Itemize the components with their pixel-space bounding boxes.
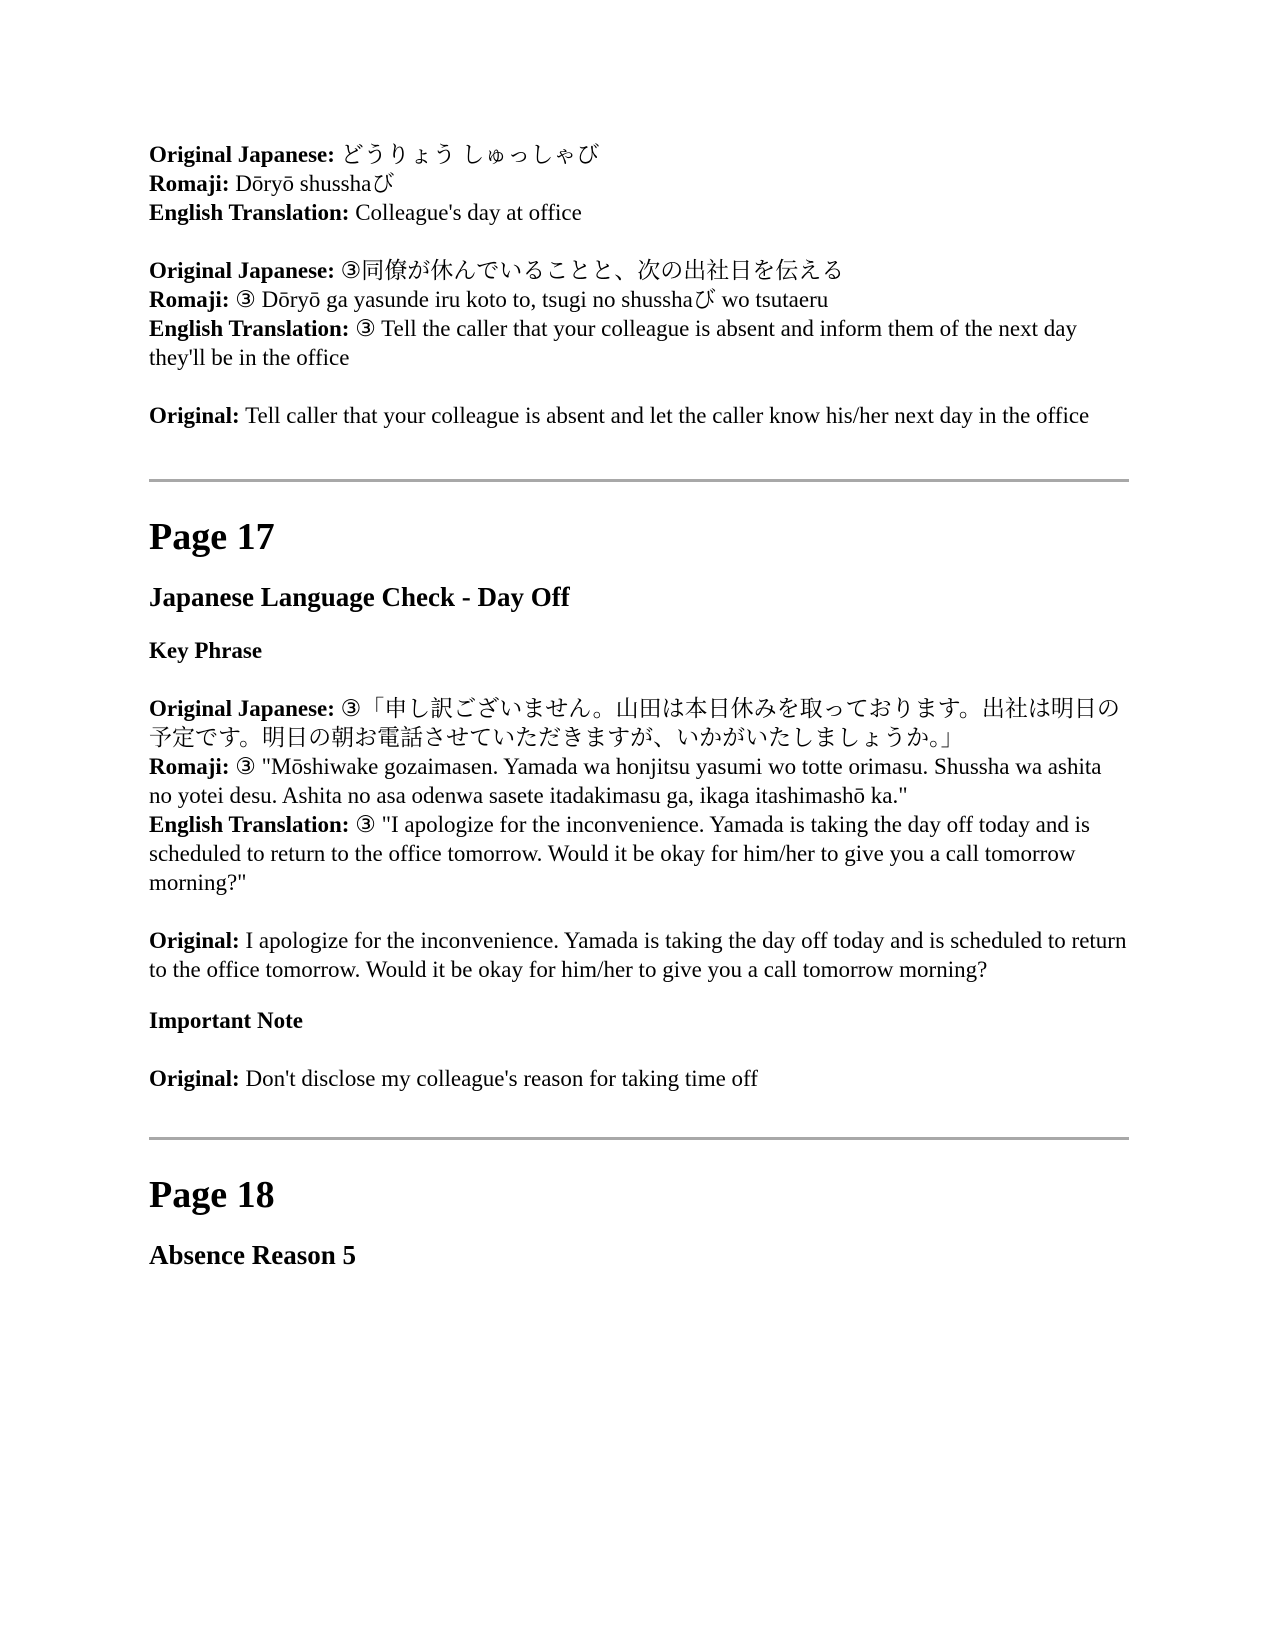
page-17-title: Japanese Language Check - Day Off	[149, 582, 570, 612]
document-page	[149, 140, 1129, 1272]
original-text: Tell caller that your colleague is absent and let the caller know his/her next day in the office	[245, 403, 1090, 428]
romaji-line	[149, 169, 1129, 198]
romaji-line	[149, 752, 1129, 810]
romaji-text: ③ "Mōshiwake gozaimasen. Yamada wa honjitsu yasumi wo totte orimasu. Shussha wa ashita no yotei desu. Ashita no asa odenwa sasete itadakimasu ga, ikaga itashimashō ka."	[149, 754, 1102, 808]
english-translation-text: ③ Tell the caller that your colleague is absent and inform them of the next day they'll be in the office	[149, 316, 1077, 370]
original-japanese-line	[149, 140, 1129, 169]
original-japanese-text: ③同僚が休んでいることと、次の出社日を伝える	[340, 258, 845, 283]
english-translation-text: ③ "I apologize for the inconvenience. Yamada is taking the day off today and is scheduled to return to the office tomorrow. Would it be okay for him/her to give you a call tomorrow morning?"	[149, 812, 1090, 895]
original-japanese-text: ③「申し訳ございません。山田は本日休みを取っております。出社は明日の予定です。明日の朝お電話させていただきますが、いかがいたしましょうか。」	[149, 696, 1120, 750]
entry-doryo-shusshabi	[149, 140, 1129, 227]
page-18-title: Absence Reason 5	[149, 1240, 356, 1270]
romaji-label: Romaji:	[149, 171, 230, 196]
original-line	[149, 1064, 1129, 1093]
original-japanese-line	[149, 694, 1129, 752]
english-translation-line	[149, 198, 1129, 227]
romaji-label: Romaji:	[149, 287, 230, 312]
entry-important-note	[149, 1064, 1129, 1093]
original-line	[149, 401, 1129, 430]
romaji-line	[149, 285, 1129, 314]
original-label: Original:	[149, 928, 240, 953]
entry-key-phrase-original	[149, 926, 1129, 984]
romaji-text: Dōryō shusshaび	[235, 171, 395, 196]
english-translation-line	[149, 810, 1129, 897]
original-japanese-label: Original Japanese:	[149, 696, 335, 721]
original-japanese-label: Original Japanese:	[149, 142, 335, 167]
original-japanese-text: どうりょう しゅっしゃび	[340, 142, 600, 167]
english-translation-line	[149, 314, 1129, 372]
entry-inform-absence	[149, 256, 1129, 372]
section-divider	[149, 1137, 1129, 1140]
english-translation-text: Colleague's day at office	[355, 200, 582, 225]
important-note-heading: Important Note	[149, 1008, 303, 1033]
original-label: Original:	[149, 403, 240, 428]
original-japanese-label: Original Japanese:	[149, 258, 335, 283]
romaji-label: Romaji:	[149, 754, 230, 779]
section-divider	[149, 479, 1129, 482]
entry-key-phrase	[149, 694, 1129, 897]
entry-original-top	[149, 401, 1129, 430]
original-label: Original:	[149, 1066, 240, 1091]
page-17-heading: Page 17	[149, 516, 275, 558]
english-translation-label: English Translation:	[149, 200, 350, 225]
original-text: Don't disclose my colleague's reason for taking time off	[245, 1066, 758, 1091]
page-18-heading: Page 18	[149, 1174, 275, 1216]
romaji-text: ③ Dōryō ga yasunde iru koto to, tsugi no shusshaび wo tsutaeru	[235, 287, 829, 312]
original-line	[149, 926, 1129, 984]
english-translation-label: English Translation:	[149, 316, 350, 341]
key-phrase-heading: Key Phrase	[149, 638, 263, 663]
original-text: I apologize for the inconvenience. Yamada is taking the day off today and is scheduled to return to the office tomorrow. Would it be okay for him/her to give you a call tomorrow morning?	[149, 928, 1127, 982]
original-japanese-line	[149, 256, 1129, 285]
english-translation-label: English Translation:	[149, 812, 350, 837]
